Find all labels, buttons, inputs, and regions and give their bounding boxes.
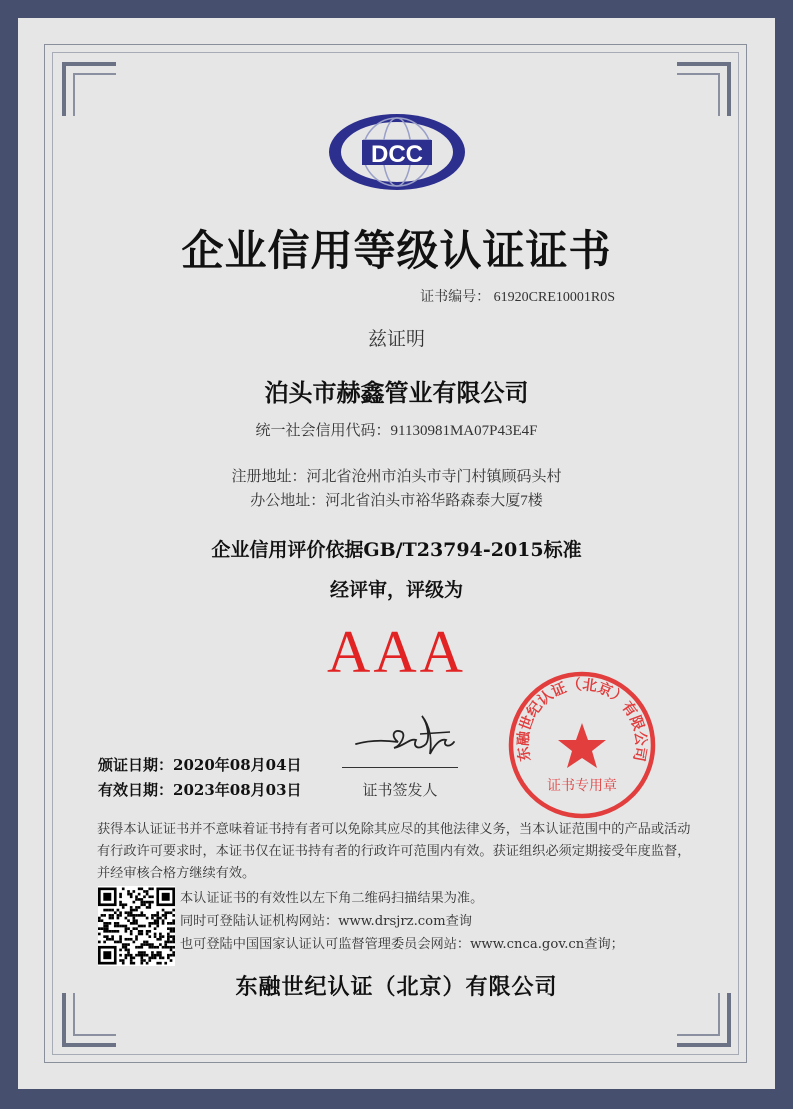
issuing-organization: 东融世纪认证（北京）有限公司 [235, 974, 558, 1000]
official-seal [507, 670, 657, 820]
corner-ornament-top-left [62, 62, 118, 118]
office-addr-value: 河北省泊头市裕华路森泰大厦7楼 [325, 493, 543, 509]
credit-code-value: 91130981MA07P43E4F [390, 423, 538, 439]
credit-code [0, 419, 793, 440]
evaluation-text: 经评审，评级为 [329, 579, 463, 601]
registered-address [0, 465, 793, 486]
certificate-number [420, 286, 615, 306]
reg-addr-value: 河北省沧州市泊头市寺门村镇顾码头村 [306, 469, 562, 485]
company-name: 泊头市赫鑫管业有限公司 [264, 378, 529, 407]
seal-ring-text: 东融世纪认证（北京）有限公司 [514, 676, 650, 763]
cert-no-label: 证书编号： [420, 290, 491, 305]
corner-ornament-top-right [675, 62, 731, 118]
verify-line-1: 本认证证书的有效性以左下角二维码扫描结果为准。 [180, 891, 484, 906]
office-addr-label: 办公地址： [250, 493, 326, 509]
valid-date-value: 2023年08月03日 [173, 781, 302, 799]
verify-line-2: 同时可登陆认证机构网站：www.drsjrz.com查询 [180, 914, 472, 929]
disclaimer-text: 获得本认证证书并不意味着证书持有者可以免除其应尽的其他法律义务，当本认证范围中的产品或活动有行政许可要求时，本证书仅在证书持有者的行政许可范围内有效。获证组织必须定期接受年度监督，并经审核合格方继续有效。 [97, 822, 691, 881]
issue-date-value: 2020年08月04日 [173, 756, 302, 774]
certificate-title: 企业信用等级认证证书 [181, 226, 612, 275]
verify-line-3: 也可登陆中国国家认证认可监督管理委员会网站：www.cnca.gov.cn查询； [180, 937, 624, 952]
logo-text: DCC [371, 141, 423, 168]
seal-star-icon [558, 723, 606, 768]
reg-addr-label: 注册地址： [231, 469, 307, 485]
issue-date [98, 754, 302, 775]
handwritten-signature [350, 710, 470, 770]
cert-no-value: 61920CRE10001R0S [493, 290, 615, 305]
signer-label: 证书签发人 [362, 781, 438, 799]
dcc-logo [326, 110, 468, 194]
verification-qr-code [98, 886, 175, 966]
valid-date-label: 有效日期： [98, 781, 174, 799]
office-address [0, 489, 793, 510]
signature-line [342, 767, 458, 768]
credit-grade: AAA [327, 619, 466, 685]
evaluation-basis: 企业信用评价依据GB/T23794-2015标准 [211, 539, 582, 561]
hereby-text: 兹证明 [367, 328, 425, 350]
credit-code-label: 统一社会信用代码： [255, 423, 391, 439]
seal-bottom-text: 证书专用章 [547, 778, 617, 794]
issue-date-label: 颁证日期： [98, 756, 174, 774]
valid-date [98, 779, 302, 800]
